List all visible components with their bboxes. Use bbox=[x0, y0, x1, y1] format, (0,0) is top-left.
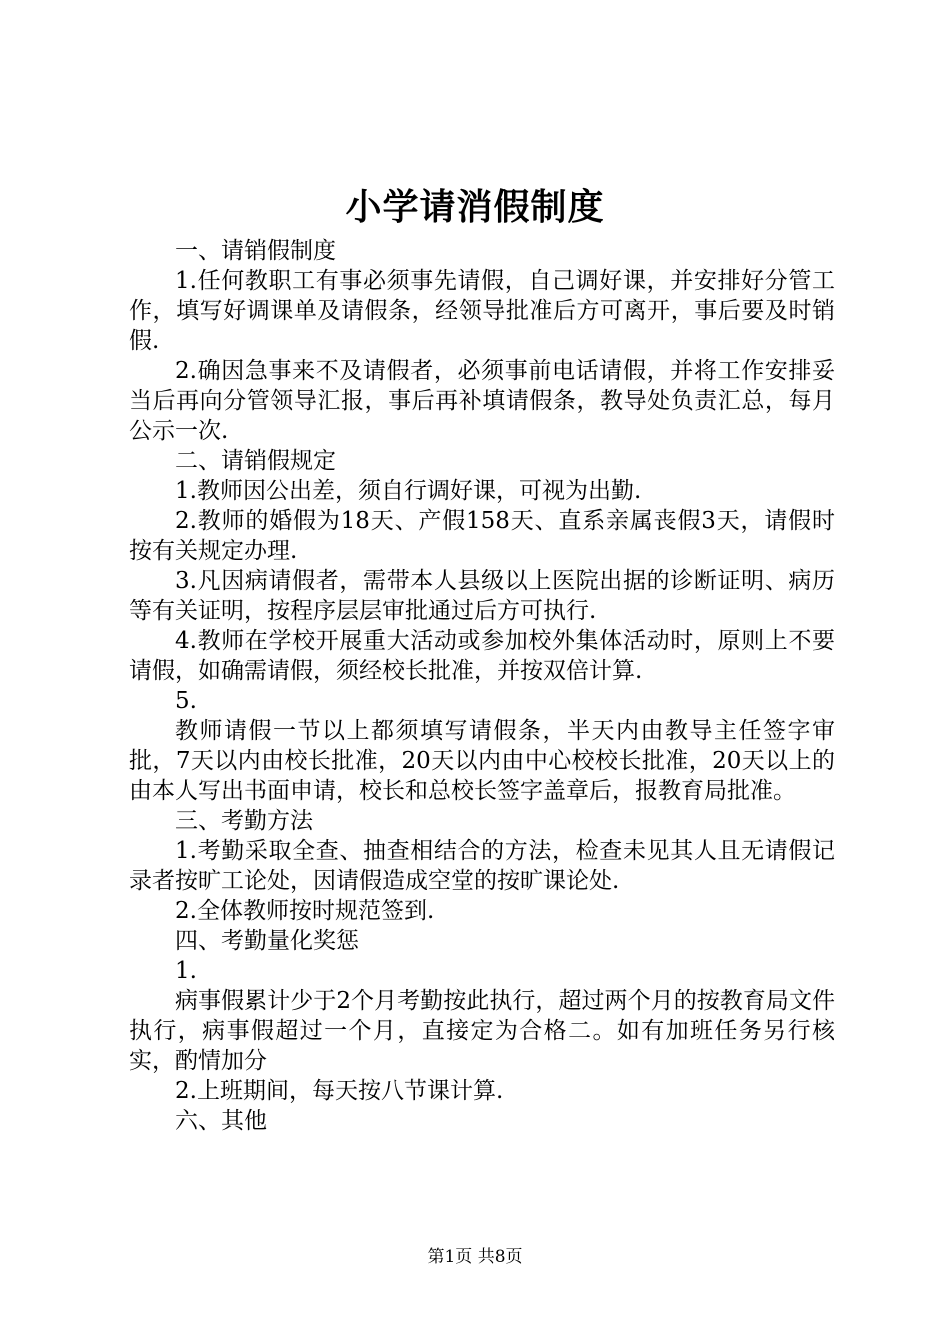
paragraph: 2.确因急事来不及请假者，必须事前电话请假，并将工作安排妥当后再向分管领导汇报，事后再补填请假条，教导处负责汇总，每月公示一次. bbox=[129, 358, 835, 444]
paragraph: 四、考勤量化奖惩 bbox=[175, 928, 359, 954]
paragraph: 2.全体教师按时规范签到. bbox=[175, 898, 435, 924]
paragraph: 六、其他 bbox=[175, 1108, 267, 1134]
paragraph: 病事假累计少于2个月考勤按此执行，超过两个月的按教育局文件执行，病事假超过一个月，直接定为合格二。如有加班任务另行核实，酌情加分 bbox=[129, 988, 835, 1074]
paragraph: 1.教师因公出差，须自行调好课，可视为出勤. bbox=[175, 478, 642, 504]
paragraph: 1.任何教职工有事必须事先请假，自己调好课，并安排好分管工作，填写好调课单及请假条，经领导批准后方可离开，事后要及时销假. bbox=[129, 268, 835, 354]
document-title: 小学请消假制度 bbox=[345, 186, 605, 228]
paragraph: 2.教师的婚假为18天、产假158天、直系亲属丧假3天，请假时按有关规定办理. bbox=[129, 508, 835, 564]
paragraph: 3.凡因病请假者，需带本人县级以上医院出据的诊断证明、病历等有关证明，按程序层层审批通过后方可执行. bbox=[129, 568, 835, 624]
document-body bbox=[129, 236, 835, 1136]
paragraph: 2.上班期间，每天按八节课计算. bbox=[175, 1078, 504, 1104]
paragraph: 一、请销假制度 bbox=[175, 238, 336, 264]
paragraph: 1.考勤采取全查、抽查相结合的方法，检查未见其人且无请假记录者按旷工论处，因请假造成空堂的按旷课论处. bbox=[129, 838, 835, 894]
paragraph: 5. bbox=[175, 688, 197, 714]
paragraph: 4.教师在学校开展重大活动或参加校外集体活动时，原则上不要请假，如确需请假，须经校长批准，并按双倍计算. bbox=[129, 628, 835, 684]
paragraph: 二、请销假规定 bbox=[175, 448, 336, 474]
paragraph: 教师请假一节以上都须填写请假条，半天内由教导主任签字审批，7天以内由校长批准，20天以内由中心校校长批准，20天以上的由本人写出书面申请，校长和总校长签字盖章后，报教育局批准。 bbox=[129, 718, 835, 804]
page-footer: 第1页 共8页 bbox=[427, 1247, 523, 1267]
paragraph: 三、考勤方法 bbox=[175, 808, 313, 834]
paragraph: 1. bbox=[175, 958, 197, 984]
